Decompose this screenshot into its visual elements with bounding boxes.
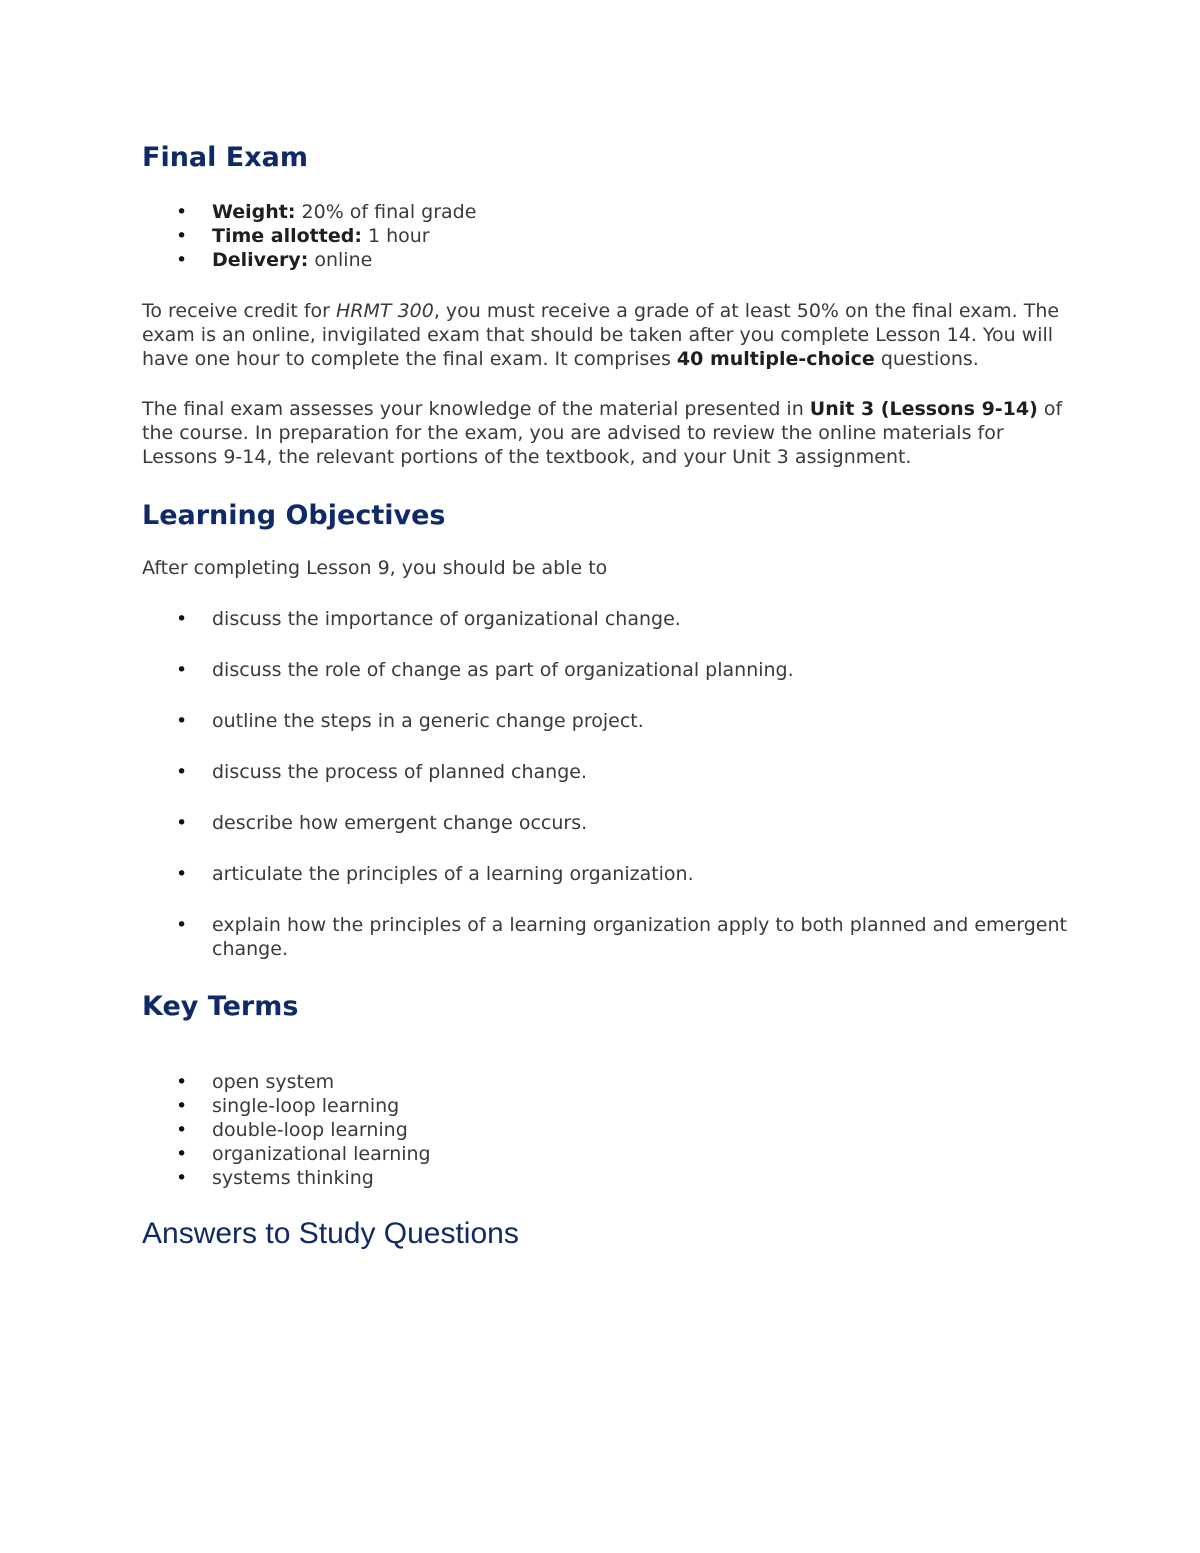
learning-objectives-heading: Learning Objectives xyxy=(142,500,446,531)
final-exam-heading: Final Exam xyxy=(142,142,309,173)
key-term-item: • organizational learning xyxy=(212,1142,1072,1166)
key-terms-list xyxy=(142,1070,1072,1190)
page-content xyxy=(142,138,1072,1254)
course-code: HRMT 300 xyxy=(336,300,434,322)
exam-details-list xyxy=(142,200,1072,272)
objective-item: • describe how emergent change occurs. xyxy=(212,811,1072,835)
objectives-intro: After completing Lesson 9, you should be able to xyxy=(142,557,608,579)
objective-item: • explain how the principles of a learning organization apply to both planned and emergent change. xyxy=(212,913,1072,961)
exam-scope-paragraph: The final exam assesses your knowledge of the material presented in Unit 3 (Lessons 9-14) of the course. In preparation for the exam, you are advised to review the online materials for Lessons 9-14, the relevant portions of the textbook, and your Unit 3 assignment. xyxy=(142,398,1063,468)
objective-item: • discuss the role of change as part of organizational planning. xyxy=(212,658,1072,682)
objective-item: • discuss the process of planned change. xyxy=(212,760,1072,784)
detail-time-allotted: • Time allotted: 1 hour xyxy=(212,224,1072,248)
detail-weight: • Weight: 20% of final grade xyxy=(212,200,1072,224)
answers-heading: Answers to Study Questions xyxy=(142,1217,519,1250)
detail-delivery: • Delivery: online xyxy=(212,248,1072,272)
exam-credit-paragraph: To receive credit for HRMT 300, you must receive a grade of at least 50% on the final exam. The exam is an online, invigilated exam that should be taken after you complete Lesson 14. You will have one hour to complete the final exam. It comprises 40 multiple-choice questions. xyxy=(142,300,1060,370)
objective-item: • articulate the principles of a learning organization. xyxy=(212,862,1072,886)
objective-item: • outline the steps in a generic change project. xyxy=(212,709,1072,733)
objective-item: • discuss the importance of organizational change. xyxy=(212,607,1072,631)
key-term-item: • single-loop learning xyxy=(212,1094,1072,1118)
objectives-list xyxy=(142,607,1072,961)
key-term-item: • double-loop learning xyxy=(212,1118,1072,1142)
key-terms-heading: Key Terms xyxy=(142,991,299,1022)
key-term-item: • open system xyxy=(212,1070,1072,1094)
key-term-item: • systems thinking xyxy=(212,1166,1072,1190)
